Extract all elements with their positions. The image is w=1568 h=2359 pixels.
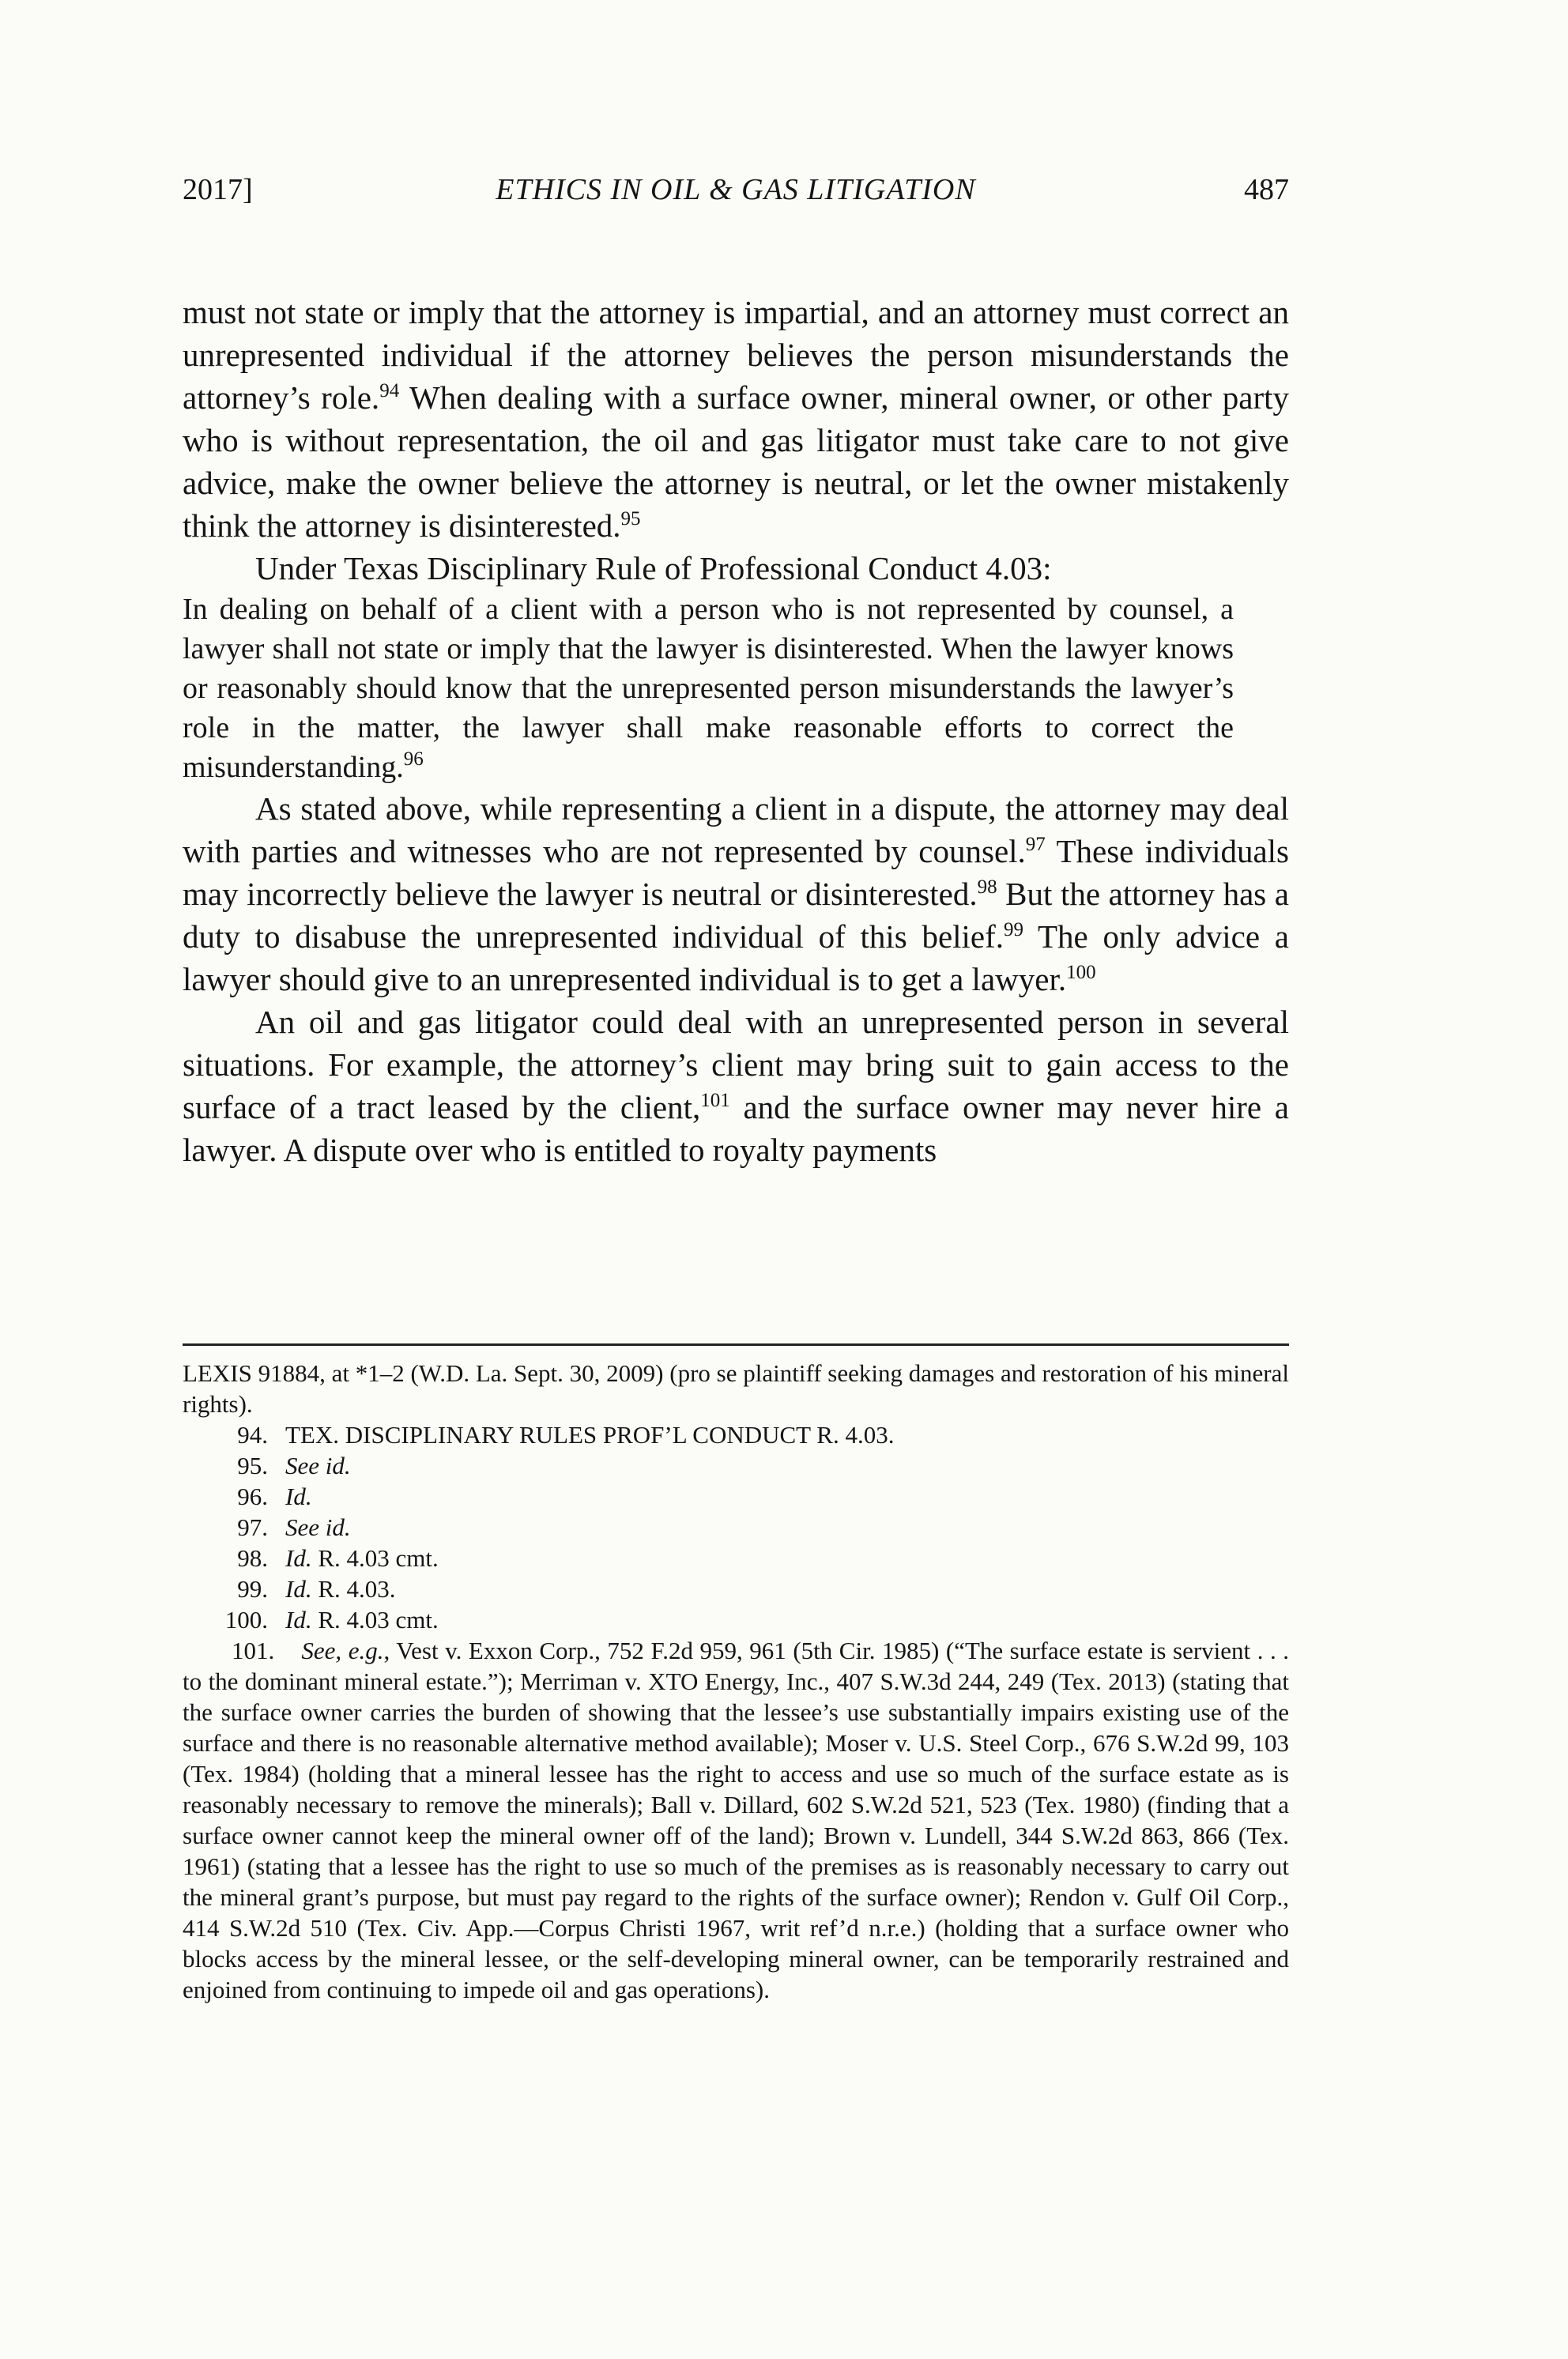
footnote-ref-99[interactable]: 99	[1004, 919, 1024, 940]
footnote-id-signal: Id.	[285, 1575, 312, 1603]
footnote-98	[183, 1543, 1289, 1573]
header-title: ETHICS IN OIL & GAS LITIGATION	[496, 173, 976, 206]
footnote-ref-101[interactable]: 101	[700, 1090, 730, 1111]
footnote-text: Id.	[285, 1483, 312, 1510]
footnote-text: , Vest v. Exxon Corp., 752 F.2d 959, 961 (5th Cir. 1985) (“The surface estate is servient . . . to the dominant mineral estate.”); Merriman v. XTO Energy, Inc., 407 S.W.3d 244, 249 (Tex. 2013) (stating that the surface owner carries the burden of showing that the lessee’s use substantially impairs existing use of the surface and there is no reasonable alternative method available); Moser v. U.S. Steel Corp., 676 S.W.2d 99, 103 (Tex. 1984) (holding that a mineral lessee has the right to access and use so much of the surface estate as is reasonably necessary to remove the minerals); Ball v. Dillard, 602 S.W.2d 521, 523 (Tex. 1980) (finding that a surface owner cannot keep the mineral owner off of the land); Brown v. Lundell, 344 S.W.2d 863, 866 (Tex. 1961) (stating that a lessee has the right to use so much of the premises as is reasonably necessary to carry out the mineral grant’s purpose, but must pay regard to the rights of the surface owner); Rendon v. Gulf Oil Corp., 414 S.W.2d 510 (Tex. Civ. App.—Corpus Christi 1967, writ ref’d n.r.e.) (holding that a surface owner who blocks access by the mineral lessee, or the self-developing mineral owner, can be temporarily restrained and enjoined from continuing to impede oil and gas operations).	[183, 1637, 1290, 2003]
footnote-number: 99.	[237, 1575, 268, 1603]
footnote-carryover: LEXIS 91884, at *1–2 (W.D. La. Sept. 30, 2009) (pro se plaintiff seeking damages and restoration of his mineral rights).	[183, 1359, 1289, 1418]
footnote-ref-97[interactable]: 97	[1025, 834, 1046, 855]
header-year: 2017]	[183, 173, 253, 206]
block-quote-text: In dealing on behalf of a client with a person who is not represented by counsel, a lawyer shall not state or imply that the lawyer is disinterested. When the lawyer knows or reasonably should know that the unrepresented person misunderstands the lawyer’s role in the matter, the lawyer shall make reasonable efforts to correct the misunderstanding.	[183, 593, 1234, 784]
footnote-cite: R. 4.03 cmt.	[311, 1606, 439, 1634]
footnote-ref-98[interactable]: 98	[977, 876, 997, 898]
footnote-text	[285, 1604, 439, 1635]
paragraph-3	[183, 787, 1289, 1001]
footnotes	[183, 1358, 1289, 2005]
paragraph-3-text-b: These individuals may incorrectly believe the lawyer is neutral or disinterested.	[183, 833, 1290, 912]
footnote-100	[183, 1604, 1289, 1635]
footnote-number: 95.	[237, 1452, 268, 1479]
footnote-97	[183, 1512, 1289, 1543]
footnote-number: 101.	[232, 1637, 275, 1664]
paragraph-1-text-b: When dealing with a surface owner, mineral owner, or other party who is without representation, the oil and gas litigator must take care to not give advice, make the owner believe the attorney is neutral, or let the owner mistakenly think the attorney is disinterested.	[183, 379, 1290, 544]
footnote-ref-100[interactable]: 100	[1066, 962, 1096, 983]
footnote-number: 94.	[237, 1421, 268, 1449]
paragraph-2: Under Texas Disciplinary Rule of Professional Conduct 4.03:	[255, 550, 1052, 586]
footnote-signal: See, e.g.	[301, 1637, 384, 1664]
footnote-ref-95[interactable]: 95	[620, 508, 641, 529]
footnote-text	[285, 1573, 396, 1604]
footnote-text: See id.	[285, 1452, 351, 1479]
footnote-number: 98.	[237, 1544, 268, 1572]
footnote-text: See id.	[285, 1513, 351, 1541]
footnote-99	[183, 1573, 1289, 1604]
footnote-101	[183, 1635, 1289, 2005]
paragraph-4	[183, 1001, 1289, 1171]
paragraph-4-text-b: and the surface owner may never hire a lawyer. A dispute over who is entitled to royalty payments	[183, 1089, 1289, 1168]
page-number: 487	[1244, 173, 1289, 206]
paragraph-3-text-d: The only advice a lawyer should give to an unrepresented individual is to get a lawyer.	[183, 918, 1289, 997]
footnote-id-signal: Id.	[285, 1606, 312, 1634]
footnote-ref-96[interactable]: 96	[403, 748, 424, 770]
footnote-94	[183, 1419, 1289, 1450]
footnote-95	[183, 1450, 1289, 1481]
footnote-text: TEX. DISCIPLINARY RULES PROF’L CONDUCT R. 4.03.	[285, 1421, 895, 1449]
block-quote	[183, 590, 1289, 787]
footnote-number: 96.	[237, 1483, 268, 1510]
paragraph-3-text-a: As stated above, while representing a client in a dispute, the attorney may deal with parties and witnesses who are not represented by counsel.	[183, 790, 1289, 869]
main-text	[183, 291, 1289, 1171]
footnote-number: 97.	[237, 1513, 268, 1541]
paragraph-4-text-a: An oil and gas litigator could deal with an unrepresented person in several situations. For example, the attorney’s client may bring suit to gain access to the surface of a tract leased by the client,	[183, 1004, 1289, 1125]
footnote-cite: R. 4.03.	[311, 1575, 396, 1603]
paragraph-3-text-c: But the attorney has a duty to disabuse the unrepresented individual of this belief.	[183, 876, 1290, 955]
running-header	[183, 172, 1289, 220]
footnote-text	[285, 1543, 439, 1573]
paragraph-1-text-a: must not state or imply that the attorney is impartial, and an attorney must correct an unrepresented individual if the attorney believes the person misunderstands the attorney’s role.	[183, 294, 1289, 416]
footnote-96	[183, 1481, 1289, 1512]
footnote-number: 100.	[224, 1606, 268, 1634]
footnote-id-signal: Id.	[285, 1544, 312, 1572]
paragraph-1	[183, 291, 1289, 547]
footnote-divider	[183, 1343, 1289, 1346]
footnote-ref-94[interactable]: 94	[379, 380, 400, 401]
footnote-cite: R. 4.03 cmt.	[311, 1544, 439, 1572]
